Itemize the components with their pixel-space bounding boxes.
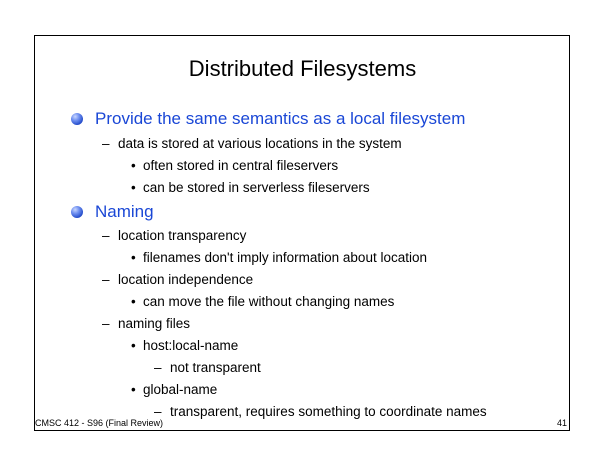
dash-icon: – <box>154 404 162 419</box>
sphere-bullet-icon <box>71 113 83 125</box>
dot-icon: • <box>131 382 136 397</box>
slide-title: Distributed Filesystems <box>188 56 417 81</box>
dash-icon: – <box>102 228 110 243</box>
sub-bullet-item <box>102 136 402 152</box>
sub-bullet-item <box>102 272 254 288</box>
footer-page-number: 41 <box>556 418 567 428</box>
sub-sub-bullet-item <box>131 158 339 174</box>
sub-sub-bullet-item <box>131 382 218 398</box>
footer-course: CMSC 412 - S96 (Final Review) <box>35 418 164 428</box>
sub-bullet-item <box>102 316 191 332</box>
level4-bullet-text: not transparent <box>170 360 261 375</box>
dash-icon: – <box>102 136 110 151</box>
bullet-text: Naming <box>95 202 154 221</box>
sub-sub-bullet-text: host:local-name <box>143 338 239 353</box>
sub-sub-bullet-text: can move the file without changing names <box>143 294 395 309</box>
dot-icon: • <box>131 180 136 195</box>
level4-bullet-item <box>154 404 487 420</box>
dot-icon: • <box>131 338 136 353</box>
bullet-text: Provide the same semantics as a local filesystem <box>95 109 466 128</box>
dot-icon: • <box>131 158 136 173</box>
sub-sub-bullet-item <box>131 338 239 354</box>
dot-icon: • <box>131 294 136 309</box>
level4-bullet-text: transparent, requires something to coordinate names <box>170 404 487 419</box>
sub-sub-bullet-item <box>131 294 395 310</box>
sub-sub-bullet-item <box>131 250 427 266</box>
dash-icon: – <box>154 360 162 375</box>
sub-sub-bullet-item <box>131 180 370 196</box>
level4-bullet-item <box>154 360 261 376</box>
bullet-item <box>95 202 154 222</box>
sub-sub-bullet-text: often stored in central fileservers <box>143 158 339 173</box>
sub-sub-bullet-text: filenames don't imply information about location <box>143 250 427 265</box>
sub-sub-bullet-text: global-name <box>143 382 218 397</box>
slide-frame <box>34 35 570 431</box>
sphere-bullet-icon <box>71 206 83 218</box>
dash-icon: – <box>102 272 110 287</box>
dash-icon: – <box>102 316 110 331</box>
sub-bullet-item <box>102 228 247 244</box>
dot-icon: • <box>131 250 136 265</box>
sub-bullet-text: data is stored at various locations in the system <box>118 136 402 151</box>
sub-bullet-text: location transparency <box>118 228 247 243</box>
bullet-item <box>95 109 465 129</box>
sub-bullet-text: naming files <box>118 316 191 331</box>
sub-sub-bullet-text: can be stored in serverless fileservers <box>143 180 370 195</box>
sub-bullet-text: location independence <box>118 272 254 287</box>
